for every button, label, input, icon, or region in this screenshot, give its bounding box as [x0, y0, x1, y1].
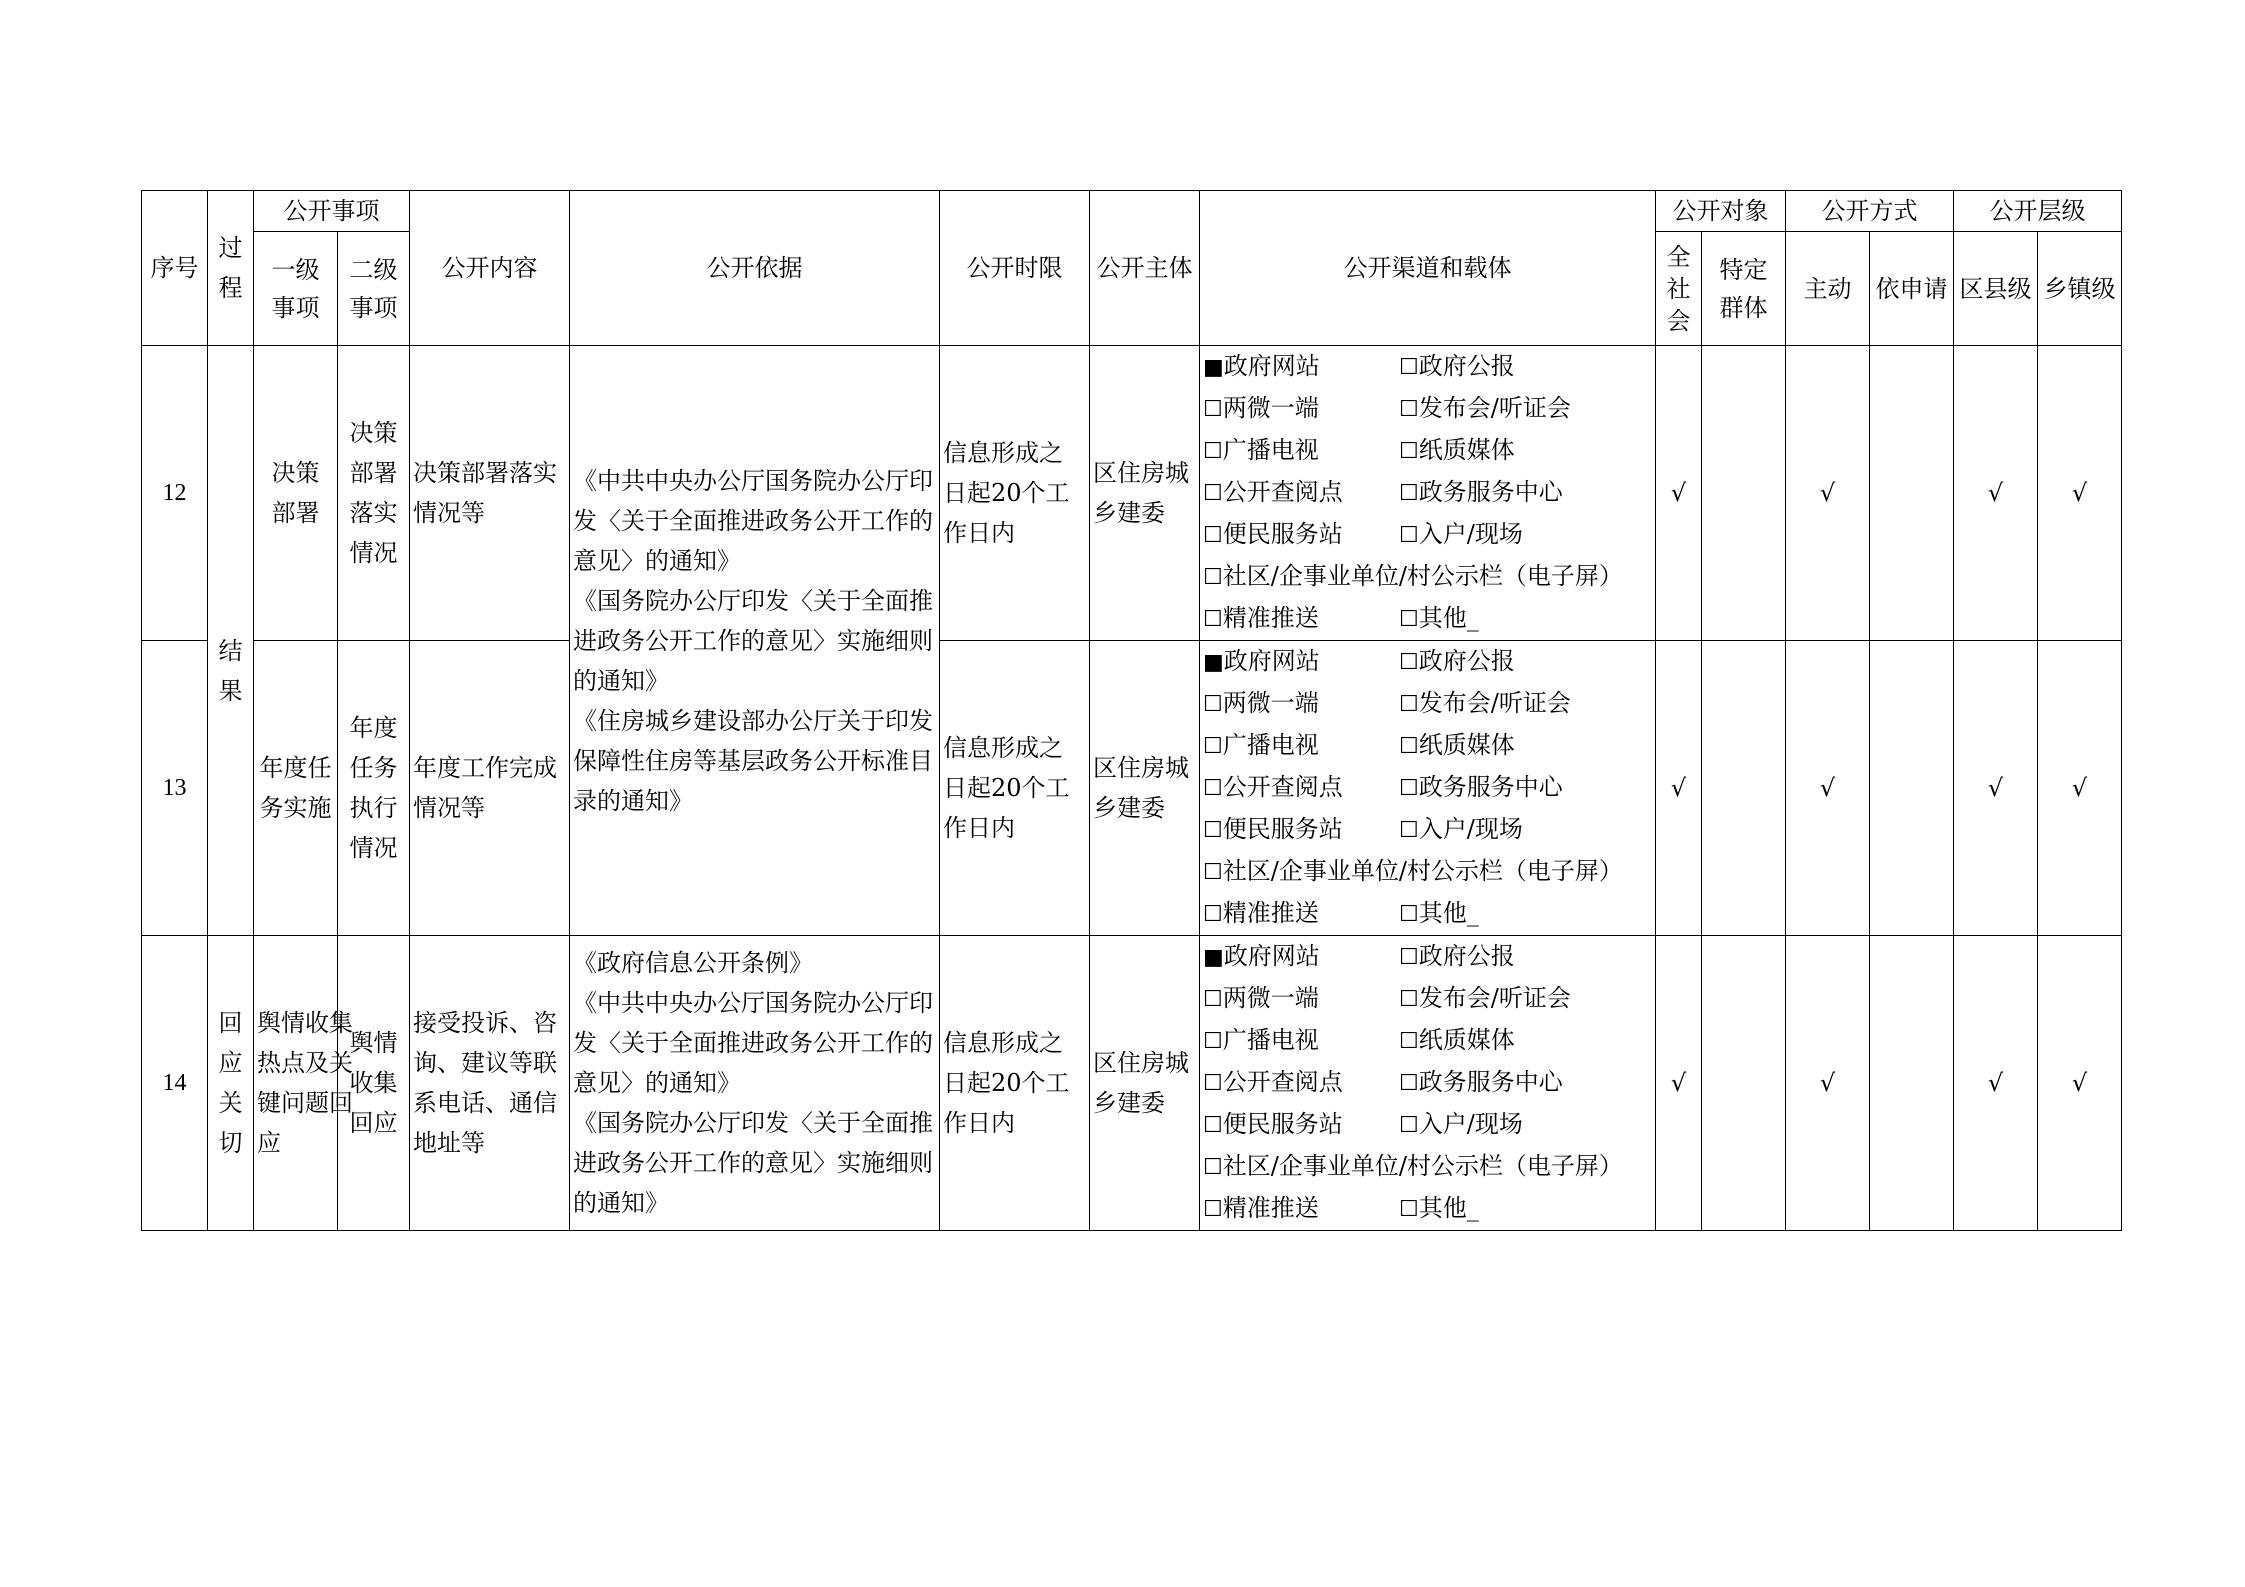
empty-box-icon: ☐	[1203, 902, 1223, 927]
empty-box-icon: ☐	[1203, 987, 1223, 1012]
process-cell: 结 果	[208, 346, 254, 936]
header-process: 过 程	[208, 191, 254, 346]
channel-option	[1399, 978, 1649, 1020]
channel-label: 发布会/听证会	[1418, 394, 1571, 422]
channel-label: 政府网站	[1223, 647, 1320, 675]
channel-option	[1399, 1104, 1649, 1146]
channel-option	[1203, 1188, 1399, 1230]
empty-box-icon: ☐	[1399, 607, 1419, 632]
header-content: 公开内容	[410, 191, 570, 346]
empty-box-icon: ☐	[1203, 734, 1223, 759]
channel-label: 入户/现场	[1418, 520, 1523, 548]
empty-box-icon: ☐	[1399, 523, 1419, 548]
channel-option	[1399, 893, 1649, 935]
channel-option	[1203, 893, 1399, 935]
empty-box-icon: ☐	[1203, 818, 1223, 843]
channel-label: 纸质媒体	[1418, 731, 1515, 759]
channel-option	[1203, 641, 1399, 683]
empty-box-icon: ☐	[1399, 355, 1419, 380]
channel-option	[1203, 936, 1399, 978]
channel-label: 精准推送	[1222, 899, 1319, 927]
header-channels: 公开渠道和载体	[1200, 191, 1656, 346]
channel-option	[1399, 683, 1649, 725]
check-all: √	[1656, 346, 1702, 641]
channel-label: 政务服务中心	[1418, 478, 1563, 506]
disclosure-table	[141, 190, 2122, 1231]
channel-option	[1203, 978, 1399, 1020]
row-seq: 12	[142, 346, 208, 641]
row-level1: 年度任务实施	[254, 641, 338, 936]
header-target-all: 全社会	[1656, 232, 1702, 346]
empty-box-icon: ☐	[1203, 1113, 1223, 1138]
header-method-group: 公开方式	[1786, 191, 1954, 232]
checked-box-icon: ■	[1203, 355, 1224, 380]
channel-option	[1203, 725, 1399, 767]
channel-option	[1399, 725, 1649, 767]
empty-box-icon: ☐	[1203, 1197, 1223, 1222]
header-level1: 一级事项	[254, 232, 338, 346]
empty-box-icon: ☐	[1399, 1197, 1419, 1222]
process-cell: 回 应 关 切	[208, 936, 254, 1231]
header-level-county: 区县级	[1954, 232, 2038, 346]
channel-label: 政务服务中心	[1418, 773, 1563, 801]
channel-option	[1399, 430, 1649, 472]
empty-box-icon: ☐	[1399, 1029, 1419, 1054]
row-time-limit: 信息形成之日起20个工作日内	[940, 936, 1090, 1231]
header-time-limit: 公开时限	[940, 191, 1090, 346]
row-basis: 《政府信息公开条例》 《中共中央办公厅国务院办公厅印发〈关于全面推进政务公开工作的意见〉的通知》 《国务院办公厅印发〈关于全面推进政务公开工作的意见〉实施细则的通知》	[570, 936, 940, 1231]
channel-label: 广播电视	[1222, 731, 1319, 759]
row-level1: 决策部署	[254, 346, 338, 641]
row-subject: 区住房城乡建委	[1090, 641, 1200, 936]
table-row	[142, 936, 2122, 1231]
empty-box-icon: ☐	[1203, 397, 1223, 422]
channel-label: 两微一端	[1222, 984, 1319, 1012]
empty-box-icon: ☐	[1203, 439, 1223, 464]
channel-label: 社区/企事业单位/村公示栏（电子屏）	[1222, 562, 1623, 590]
table-row	[142, 346, 2122, 641]
empty-box-icon: ☐	[1399, 776, 1419, 801]
channel-option	[1399, 598, 1649, 640]
channel-label: 发布会/听证会	[1418, 984, 1571, 1012]
empty-box-icon: ☐	[1203, 523, 1223, 548]
row-channels	[1200, 346, 1656, 641]
header-seq: 序号	[142, 191, 208, 346]
check-town: √	[2038, 346, 2122, 641]
channel-label: 其他_	[1418, 899, 1479, 927]
empty-box-icon: ☐	[1203, 776, 1223, 801]
row-content: 决策部署落实情况等	[410, 346, 570, 641]
channel-option	[1203, 556, 1649, 598]
channel-option	[1203, 430, 1399, 472]
check-active: √	[1786, 641, 1870, 936]
check-specific	[1702, 346, 1786, 641]
channel-option	[1203, 1020, 1399, 1062]
row-basis: 《中共中央办公厅国务院办公厅印发〈关于全面推进政务公开工作的意见〉的通知》 《国务院办公厅印发〈关于全面推进政务公开工作的意见〉实施细则的通知》 《住房城乡建设部办公厅关于印发保障性住房等基层政务公开标准目录的通知》	[570, 346, 940, 936]
channel-option	[1399, 641, 1649, 683]
check-all: √	[1656, 936, 1702, 1231]
row-channels	[1200, 936, 1656, 1231]
header-method-active: 主动	[1786, 232, 1870, 346]
channel-label: 精准推送	[1222, 1194, 1319, 1222]
channel-option	[1399, 767, 1649, 809]
empty-box-icon: ☐	[1399, 1071, 1419, 1096]
channel-option	[1203, 514, 1399, 556]
empty-box-icon: ☐	[1399, 818, 1419, 843]
header-level2: 二级事项	[338, 232, 410, 346]
channel-option	[1203, 472, 1399, 514]
channel-option	[1399, 346, 1649, 388]
header-target-group: 公开对象	[1656, 191, 1786, 232]
channel-label: 其他_	[1418, 604, 1479, 632]
table-row	[142, 641, 2122, 936]
empty-box-icon: ☐	[1203, 607, 1223, 632]
channel-label: 两微一端	[1222, 689, 1319, 717]
channel-label: 广播电视	[1222, 1026, 1319, 1054]
channel-option	[1203, 809, 1399, 851]
header-subject: 公开主体	[1090, 191, 1200, 346]
row-seq: 13	[142, 641, 208, 936]
empty-box-icon: ☐	[1203, 1071, 1223, 1096]
check-active: √	[1786, 936, 1870, 1231]
channel-option	[1399, 1062, 1649, 1104]
checked-box-icon: ■	[1203, 945, 1224, 970]
empty-box-icon: ☐	[1399, 945, 1419, 970]
channel-option	[1203, 346, 1399, 388]
header-method-request: 依申请	[1870, 232, 1954, 346]
check-county: √	[1954, 641, 2038, 936]
channel-label: 纸质媒体	[1418, 436, 1515, 464]
channel-label: 便民服务站	[1222, 1110, 1343, 1138]
channel-label: 政府公报	[1418, 647, 1515, 675]
channel-label: 政府公报	[1418, 352, 1515, 380]
row-subject: 区住房城乡建委	[1090, 346, 1200, 641]
channel-label: 政府网站	[1223, 352, 1320, 380]
row-level2: 年度任务执行情况	[338, 641, 410, 936]
channel-option	[1203, 1062, 1399, 1104]
channel-option	[1203, 1104, 1399, 1146]
empty-box-icon: ☐	[1399, 650, 1419, 675]
check-active: √	[1786, 346, 1870, 641]
row-channels	[1200, 641, 1656, 936]
channel-option	[1203, 683, 1399, 725]
empty-box-icon: ☐	[1203, 860, 1223, 885]
channel-label: 公开查阅点	[1222, 1068, 1343, 1096]
empty-box-icon: ☐	[1399, 1113, 1419, 1138]
channel-list	[1200, 641, 1655, 935]
empty-box-icon: ☐	[1399, 734, 1419, 759]
row-time-limit: 信息形成之日起20个工作日内	[940, 641, 1090, 936]
empty-box-icon: ☐	[1399, 439, 1419, 464]
channel-option	[1399, 472, 1649, 514]
empty-box-icon: ☐	[1203, 692, 1223, 717]
check-specific	[1702, 936, 1786, 1231]
row-level2: 舆情收集回应	[338, 936, 410, 1231]
channel-option	[1203, 851, 1649, 893]
header-target-specific: 特定群体	[1702, 232, 1786, 346]
check-request	[1870, 346, 1954, 641]
channel-label: 社区/企事业单位/村公示栏（电子屏）	[1222, 1152, 1623, 1180]
channel-option	[1399, 388, 1649, 430]
channel-label: 政府网站	[1223, 942, 1320, 970]
empty-box-icon: ☐	[1203, 1155, 1223, 1180]
channel-label: 纸质媒体	[1418, 1026, 1515, 1054]
channel-option	[1203, 1146, 1649, 1188]
check-request	[1870, 641, 1954, 936]
check-specific	[1702, 641, 1786, 936]
channel-option	[1399, 936, 1649, 978]
check-county: √	[1954, 346, 2038, 641]
check-request	[1870, 936, 1954, 1231]
channel-label: 公开查阅点	[1222, 478, 1343, 506]
empty-box-icon: ☐	[1203, 565, 1223, 590]
channel-label: 精准推送	[1222, 604, 1319, 632]
row-subject: 区住房城乡建委	[1090, 936, 1200, 1231]
channel-option	[1203, 767, 1399, 809]
empty-box-icon: ☐	[1399, 692, 1419, 717]
row-seq: 14	[142, 936, 208, 1231]
empty-box-icon: ☐	[1203, 481, 1223, 506]
empty-box-icon: ☐	[1399, 481, 1419, 506]
channel-label: 便民服务站	[1222, 815, 1343, 843]
channel-label: 社区/企事业单位/村公示栏（电子屏）	[1222, 857, 1623, 885]
channel-option	[1203, 388, 1399, 430]
row-level1: 舆情收集热点及关键问题回应	[254, 936, 338, 1231]
channel-list	[1200, 346, 1655, 640]
check-all: √	[1656, 641, 1702, 936]
empty-box-icon: ☐	[1399, 902, 1419, 927]
checked-box-icon: ■	[1203, 650, 1224, 675]
channel-option	[1203, 598, 1399, 640]
channel-label: 公开查阅点	[1222, 773, 1343, 801]
header-basis: 公开依据	[570, 191, 940, 346]
channel-label: 广播电视	[1222, 436, 1319, 464]
channel-option	[1399, 809, 1649, 851]
header-level-town: 乡镇级	[2038, 232, 2122, 346]
row-time-limit: 信息形成之日起20个工作日内	[940, 346, 1090, 641]
channel-label: 政府公报	[1418, 942, 1515, 970]
channel-option	[1399, 1188, 1649, 1230]
channel-label: 入户/现场	[1418, 1110, 1523, 1138]
check-town: √	[2038, 641, 2122, 936]
empty-box-icon: ☐	[1399, 987, 1419, 1012]
channel-label: 便民服务站	[1222, 520, 1343, 548]
row-content: 年度工作完成情况等	[410, 641, 570, 936]
row-content: 接受投诉、咨询、建议等联系电话、通信地址等	[410, 936, 570, 1231]
header-level-group: 公开层级	[1954, 191, 2122, 232]
channel-label: 两微一端	[1222, 394, 1319, 422]
channel-label: 入户/现场	[1418, 815, 1523, 843]
check-town: √	[2038, 936, 2122, 1231]
empty-box-icon: ☐	[1399, 397, 1419, 422]
channel-label: 发布会/听证会	[1418, 689, 1571, 717]
empty-box-icon: ☐	[1203, 1029, 1223, 1054]
channel-label: 其他_	[1418, 1194, 1479, 1222]
channel-option	[1399, 514, 1649, 556]
check-county: √	[1954, 936, 2038, 1231]
channel-list	[1200, 936, 1655, 1230]
channel-label: 政务服务中心	[1418, 1068, 1563, 1096]
row-level2: 决策部署落实情况	[338, 346, 410, 641]
header-items-group: 公开事项	[254, 191, 410, 232]
channel-option	[1399, 1020, 1649, 1062]
